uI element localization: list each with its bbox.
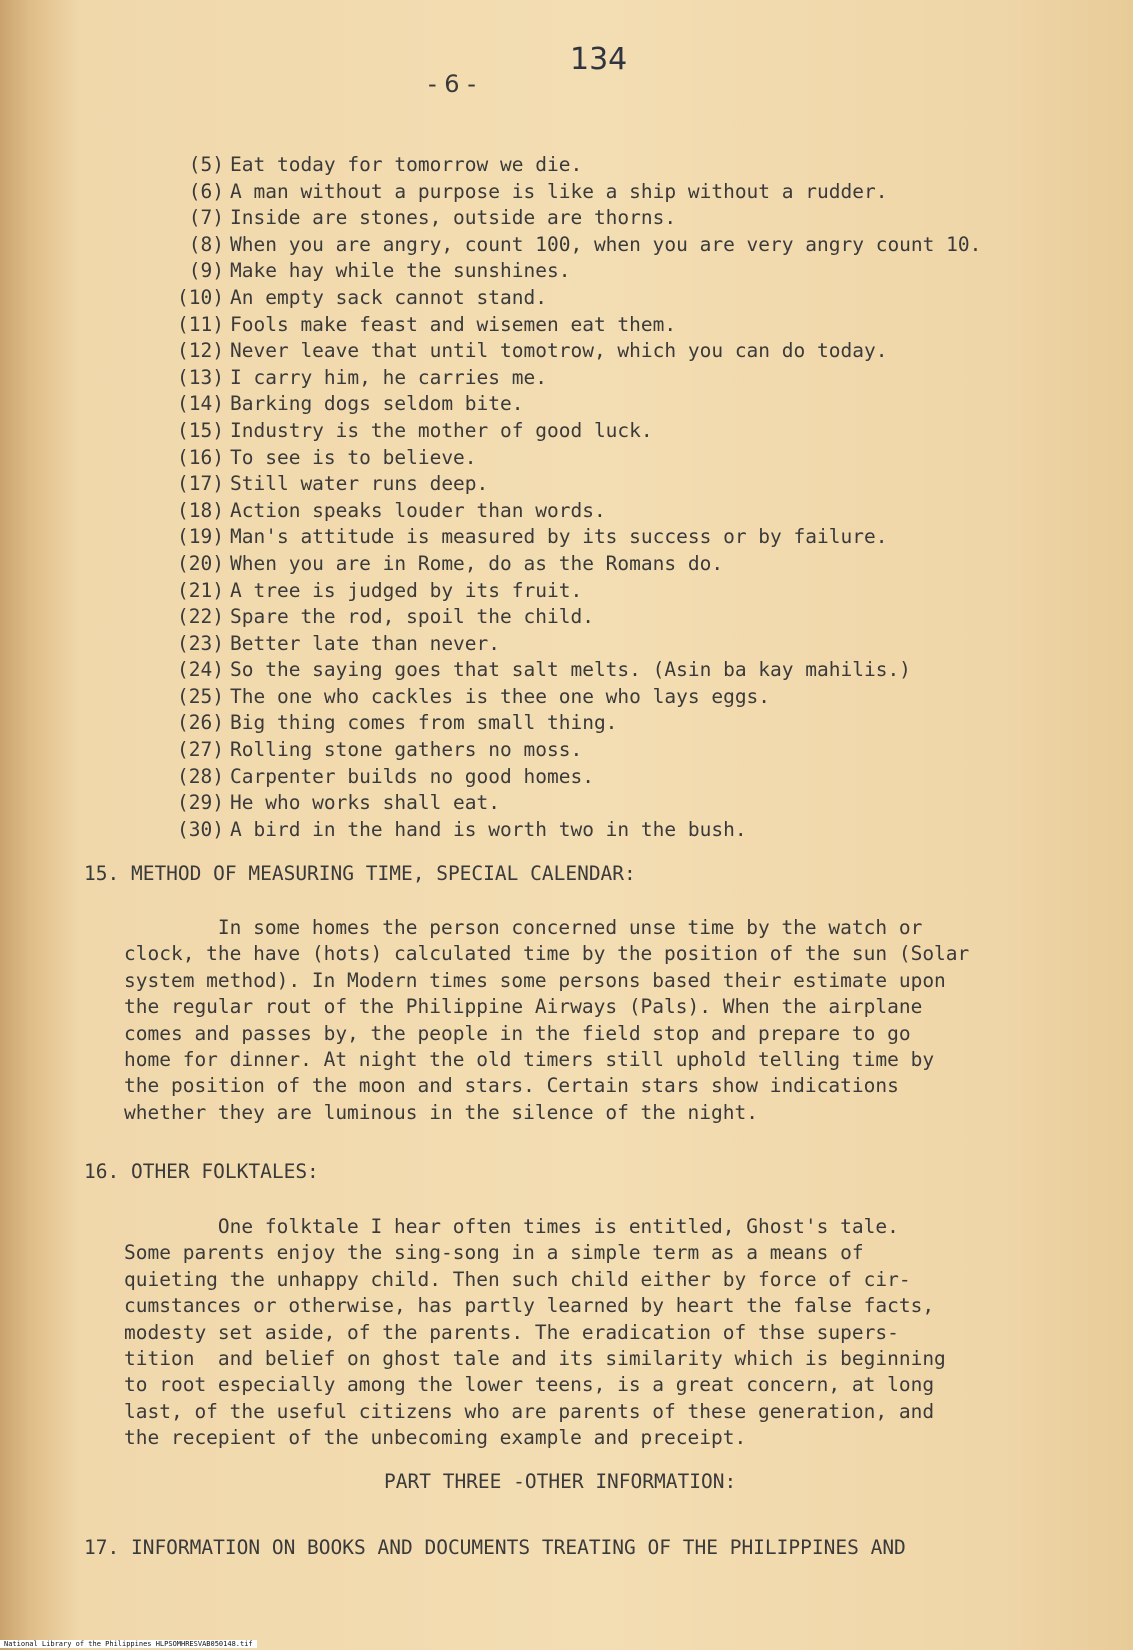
- item-text: So the saying goes that salt melts. (Asin ba kay mahilis.): [230, 658, 911, 682]
- item-text: Eat today for tomorrow we die.: [230, 153, 583, 176]
- paragraph-line: One folktale I hear often times is entitled, Ghost's tale.: [124, 1215, 899, 1238]
- list-item: [158, 471, 981, 498]
- list-item: [158, 152, 981, 179]
- item-number: (18): [177, 498, 224, 522]
- item-text: Man's attitude is measured by its success or by failure.: [230, 525, 888, 549]
- list-item: [158, 445, 981, 472]
- paragraph-line: the recepient of the unbecoming example and preceipt.: [124, 1426, 747, 1450]
- item-number: (12): [177, 339, 224, 363]
- paragraph-line: cumstances or otherwise, has partly learned by heart the false facts,: [124, 1294, 935, 1318]
- paragraph-line: tition and belief on ghost tale and its similarity which is beginning: [124, 1347, 946, 1371]
- paragraph-line: to root especially among the lower teens, is a great concern, at long: [124, 1373, 935, 1397]
- item-number: (27): [177, 738, 224, 762]
- list-item: [158, 498, 981, 525]
- paragraph-line: clock, the have (hots) calculated time by the position of the sun (Solar: [124, 942, 970, 966]
- paragraph-line: In some homes the person concerned unse time by the watch or: [124, 916, 923, 939]
- item-number: (19): [177, 525, 224, 549]
- list-item: [158, 258, 981, 285]
- proverb-list: [158, 152, 981, 843]
- item-text: I carry him, he carries me.: [230, 365, 547, 389]
- list-item: [158, 391, 981, 418]
- item-text: An empty sack cannot stand.: [230, 285, 547, 309]
- list-item: [158, 790, 981, 817]
- list-item: [158, 551, 981, 578]
- item-number: (15): [177, 418, 224, 442]
- list-item: [158, 418, 981, 445]
- item-text: Industry is the mother of good luck.: [230, 418, 653, 442]
- section-16-paragraph: [124, 1214, 1054, 1452]
- section-17-heading: 17. INFORMATION ON BOOKS AND DOCUMENTS TREATING OF THE PHILIPPINES AND: [84, 1536, 906, 1559]
- list-item: [158, 285, 981, 312]
- list-item: [158, 710, 981, 737]
- item-text: Barking dogs seldom bite.: [230, 392, 524, 416]
- item-text: Carpenter builds no good homes.: [230, 764, 594, 788]
- paragraph-line: Some parents enjoy the sing-song in a simple term as a means of: [124, 1241, 864, 1265]
- item-number: (28): [177, 764, 224, 788]
- paragraph-line: whether they are luminous in the silence of the night.: [124, 1100, 758, 1124]
- item-number: (22): [177, 605, 224, 629]
- list-item: [158, 524, 981, 551]
- section-16-heading: 16. OTHER FOLKTALES:: [84, 1160, 319, 1183]
- item-number: (6): [188, 179, 224, 203]
- item-number: (9): [188, 259, 224, 283]
- item-number: (11): [177, 312, 224, 336]
- page-number: 134: [570, 42, 628, 77]
- item-number: (29): [177, 791, 224, 815]
- item-number: (5): [188, 153, 224, 176]
- list-item: [158, 232, 981, 259]
- item-number: (7): [188, 206, 224, 230]
- item-number: (24): [177, 658, 224, 682]
- list-item: [158, 737, 981, 764]
- item-text: Fools make feast and wisemen eat them.: [230, 312, 677, 336]
- item-text: Inside are stones, outside are thorns.: [230, 206, 677, 230]
- section-15-heading: 15. METHOD OF MEASURING TIME, SPECIAL CALENDAR:: [84, 862, 636, 885]
- list-item: [158, 365, 981, 392]
- item-number: (17): [177, 472, 224, 496]
- paragraph-line: comes and passes by, the people in the field stop and prepare to go: [124, 1021, 911, 1045]
- paragraph-line: modesty set aside, of the parents. The eradication of thse supers-: [124, 1320, 899, 1344]
- item-text: Spare the rod, spoil the child.: [230, 605, 594, 629]
- item-number: (26): [177, 711, 224, 735]
- item-text: A man without a purpose is like a ship without a rudder.: [230, 179, 888, 203]
- item-text: Big thing comes from small thing.: [230, 711, 618, 735]
- item-text: Make hay while the sunshines.: [230, 259, 571, 283]
- item-text: He who works shall eat.: [230, 791, 501, 815]
- item-number: (14): [177, 392, 224, 416]
- item-number: (10): [177, 285, 224, 309]
- list-item: [158, 338, 981, 365]
- paragraph-line: quieting the unhappy child. Then such child either by force of cir-: [124, 1267, 911, 1291]
- list-item: [158, 631, 981, 658]
- paragraph-line: last, of the useful citizens who are parents of these generation, and: [124, 1399, 935, 1423]
- item-text: Never leave that until tomotrow, which you can do today.: [230, 339, 888, 363]
- item-number: (8): [188, 232, 224, 256]
- list-item: [158, 578, 981, 605]
- paragraph-line: the regular rout of the Philippine Airways (Pals). When the airplane: [124, 995, 923, 1019]
- list-item: [158, 205, 981, 232]
- item-number: (23): [177, 631, 224, 655]
- item-number: (21): [177, 578, 224, 602]
- list-item: [158, 179, 981, 206]
- item-text: A bird in the hand is worth two in the bush.: [230, 817, 747, 841]
- list-item: [158, 817, 981, 844]
- item-number: (30): [177, 817, 224, 841]
- list-item: [158, 657, 981, 684]
- paragraph-line: the position of the moon and stars. Certain stars show indications: [124, 1074, 899, 1098]
- item-text: Better late than never.: [230, 631, 501, 655]
- item-text: A tree is judged by its fruit.: [230, 578, 583, 602]
- item-number: (16): [177, 445, 224, 469]
- item-text: Rolling stone gathers no moss.: [230, 738, 583, 762]
- page-index: - 6 -: [428, 70, 476, 98]
- part-title: PART THREE -OTHER INFORMATION:: [384, 1470, 737, 1493]
- item-text: The one who cackles is thee one who lays eggs.: [230, 684, 771, 708]
- item-number: (25): [177, 684, 224, 708]
- scan-footer: National Library of the Philippines HLPSOMHRESVAB050148.tif: [0, 1640, 257, 1648]
- item-number: (20): [177, 551, 224, 575]
- list-item: [158, 312, 981, 339]
- item-number: (13): [177, 365, 224, 389]
- list-item: [158, 604, 981, 631]
- item-text: Action speaks louder than words.: [230, 498, 606, 522]
- paragraph-line: system method). In Modern times some persons based their estimate upon: [124, 968, 946, 992]
- item-text: Still water runs deep.: [230, 472, 489, 496]
- section-15-paragraph: [124, 915, 1054, 1126]
- item-text: When you are angry, count 100, when you are very angry count 10.: [230, 232, 982, 256]
- list-item: [158, 764, 981, 791]
- paragraph-line: home for dinner. At night the old timers still uphold telling time by: [124, 1048, 935, 1072]
- item-text: To see is to believe.: [230, 445, 477, 469]
- list-item: [158, 684, 981, 711]
- item-text: When you are in Rome, do as the Romans do.: [230, 551, 724, 575]
